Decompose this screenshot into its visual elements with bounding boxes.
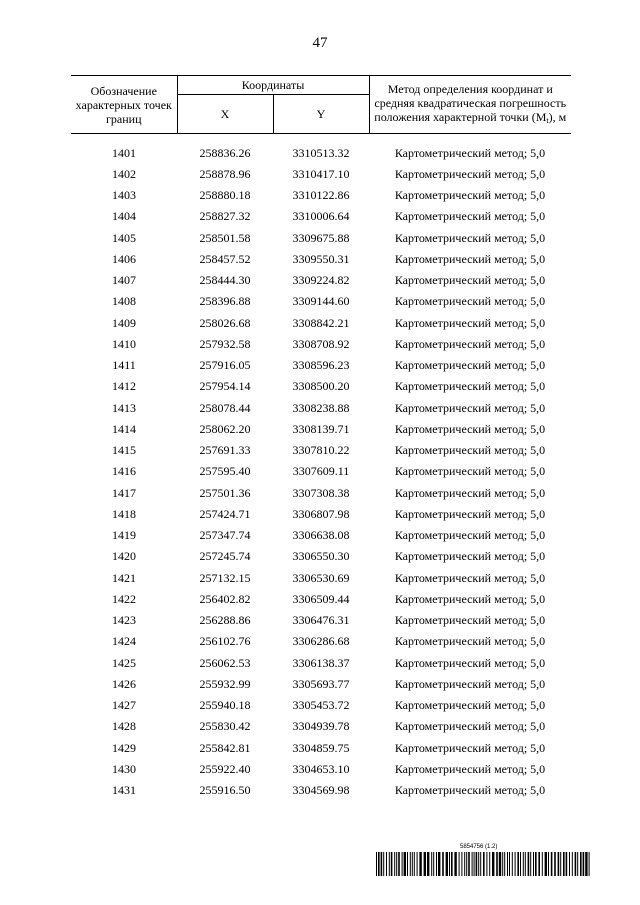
table-row xyxy=(71,780,571,801)
table-row xyxy=(71,418,571,439)
method-cell: Картометрический метод; 5,0 xyxy=(394,655,546,670)
y-coordinate-cell: 3306476.31 xyxy=(292,613,350,628)
method-cell: Картометрический метод; 5,0 xyxy=(394,230,546,245)
table-row xyxy=(71,525,571,546)
barcode-caption: 5854756 (1.2) xyxy=(460,844,498,850)
table-row xyxy=(71,503,571,524)
barcode-bar xyxy=(476,852,478,876)
barcode-bar xyxy=(478,852,479,876)
x-coordinate-cell: 256062.53 xyxy=(199,655,251,670)
barcode-bar xyxy=(389,852,390,876)
barcode-bar xyxy=(583,852,585,876)
point-number-cell: 1423 xyxy=(112,613,136,628)
y-coordinate-cell: 3304939.78 xyxy=(292,719,350,734)
point-number-cell: 1420 xyxy=(112,549,136,564)
y-coordinate-cell: 3307609.11 xyxy=(292,464,350,479)
method-cell: Картометрический метод; 5,0 xyxy=(394,251,546,266)
barcode-bar xyxy=(414,852,415,876)
barcode-bar xyxy=(580,852,582,876)
method-cell: Картометрический метод; 5,0 xyxy=(394,485,546,500)
point-number-cell: 1406 xyxy=(112,251,136,266)
x-coordinate-cell: 256288.86 xyxy=(199,613,251,628)
barcode-bar xyxy=(383,852,384,876)
barcode-bar xyxy=(398,852,400,876)
barcode-bar xyxy=(538,852,540,876)
barcode-bar xyxy=(417,852,418,876)
barcode-bar xyxy=(577,852,578,876)
barcode-bar xyxy=(489,852,490,876)
barcode-bar xyxy=(454,852,456,876)
x-coordinate-cell: 258396.88 xyxy=(199,294,251,309)
table-row xyxy=(71,482,571,503)
point-number-cell: 1424 xyxy=(112,634,136,649)
y-coordinate-cell: 3304653.10 xyxy=(292,761,350,776)
table-row xyxy=(71,333,571,354)
y-coordinate-cell: 3306286.68 xyxy=(292,634,350,649)
method-cell: Картометрический метод; 5,0 xyxy=(394,676,546,691)
y-coordinate-cell: 3304859.75 xyxy=(292,740,350,755)
method-cell: Картометрический метод; 5,0 xyxy=(394,379,546,394)
x-coordinate-cell: 256402.82 xyxy=(199,591,251,606)
method-cell: Картометрический метод; 5,0 xyxy=(394,528,546,543)
table-row xyxy=(71,355,571,376)
method-cell: Картометрический метод; 5,0 xyxy=(394,209,546,224)
barcode-bar xyxy=(515,852,516,876)
method-cell: Картометрический метод; 5,0 xyxy=(394,145,546,160)
page-number: 47 xyxy=(312,35,328,51)
point-number-cell: 1412 xyxy=(112,379,136,394)
table-row xyxy=(71,248,571,269)
point-number-cell: 1429 xyxy=(112,740,136,755)
barcode-bar xyxy=(528,852,530,876)
y-coordinate-cell: 3309224.82 xyxy=(292,273,350,288)
table-row xyxy=(71,695,571,716)
method-cell: Картометрический метод; 5,0 xyxy=(394,166,546,181)
method-cell: Картометрический метод; 5,0 xyxy=(394,400,546,415)
x-coordinate-cell: 257916.05 xyxy=(199,358,251,373)
x-coordinate-cell: 257691.33 xyxy=(199,443,251,458)
x-coordinate-cell: 258827.32 xyxy=(199,209,251,224)
barcode-bar xyxy=(404,852,406,876)
barcode-bar xyxy=(446,852,448,876)
barcode-bar xyxy=(563,852,565,876)
point-number-cell: 1404 xyxy=(112,209,136,224)
header-method-subscript: t xyxy=(546,115,549,125)
method-cell: Картометрический метод; 5,0 xyxy=(394,336,546,351)
y-coordinate-cell: 3309675.88 xyxy=(292,230,350,245)
method-cell: Картометрический метод; 5,0 xyxy=(394,315,546,330)
barcode-bar xyxy=(376,852,377,876)
barcode-bar xyxy=(589,852,590,876)
coordinates-table xyxy=(71,75,571,801)
barcode-bar xyxy=(480,852,481,876)
y-coordinate-cell: 3306638.08 xyxy=(292,528,350,543)
barcode-bar xyxy=(520,852,521,876)
barcode-bar xyxy=(551,852,553,876)
y-coordinate-cell: 3308708.92 xyxy=(292,336,350,351)
table-row xyxy=(71,270,571,291)
y-coordinate-cell: 3305453.72 xyxy=(292,698,350,713)
method-cell: Картометрический метод; 5,0 xyxy=(394,188,546,203)
barcode-bar xyxy=(554,852,556,876)
x-coordinate-cell: 257424.71 xyxy=(199,506,251,521)
method-cell: Картометрический метод; 5,0 xyxy=(394,358,546,373)
x-coordinate-cell: 258880.18 xyxy=(199,188,251,203)
barcode-bar xyxy=(427,852,429,876)
point-number-cell: 1415 xyxy=(112,443,136,458)
table-row xyxy=(71,142,571,163)
y-coordinate-cell: 3306550.30 xyxy=(292,549,350,564)
table-row xyxy=(71,631,571,652)
table-row xyxy=(71,716,571,737)
barcode-bar xyxy=(575,852,577,876)
method-cell: Картометрический метод; 5,0 xyxy=(394,464,546,479)
x-coordinate-cell: 255830.42 xyxy=(199,719,251,734)
point-number-cell: 1403 xyxy=(112,188,136,203)
barcode-bar xyxy=(486,852,487,876)
point-number-cell: 1405 xyxy=(112,230,136,245)
barcode-bar xyxy=(464,852,465,876)
x-coordinate-cell: 258457.52 xyxy=(199,251,251,266)
barcode-bar xyxy=(386,852,387,876)
table-spacer xyxy=(71,134,571,143)
header-point-designation: Обозначение характерных точек границ xyxy=(71,76,177,134)
point-number-cell: 1413 xyxy=(112,400,136,415)
x-coordinate-cell: 255940.18 xyxy=(199,698,251,713)
y-coordinate-cell: 3308500.20 xyxy=(292,379,350,394)
barcode-bar xyxy=(525,852,526,876)
barcode-bar xyxy=(496,852,498,876)
x-coordinate-cell: 257932.58 xyxy=(199,336,251,351)
barcode-icon xyxy=(376,852,590,876)
point-number-cell: 1419 xyxy=(112,528,136,543)
point-number-cell: 1418 xyxy=(112,506,136,521)
table-row xyxy=(71,291,571,312)
barcode-bar xyxy=(474,852,475,876)
barcode-bar xyxy=(424,852,426,876)
barcode-bar xyxy=(533,852,534,876)
table-row xyxy=(71,546,571,567)
method-cell: Картометрический метод; 5,0 xyxy=(394,761,546,776)
barcode-bar xyxy=(512,852,513,876)
method-cell: Картометрический метод; 5,0 xyxy=(394,719,546,734)
y-coordinate-cell: 3310513.32 xyxy=(292,145,350,160)
table-row xyxy=(71,610,571,631)
method-cell: Картометрический метод; 5,0 xyxy=(394,549,546,564)
y-coordinate-cell: 3307308.38 xyxy=(292,485,350,500)
barcode-bar xyxy=(492,852,494,876)
header-method-tail: ), м xyxy=(548,109,567,124)
point-number-cell: 1401 xyxy=(112,145,136,160)
barcode-bar xyxy=(407,852,408,876)
barcode-bar xyxy=(523,852,524,876)
method-cell: Картометрический метод; 5,0 xyxy=(394,421,546,436)
barcode-bar xyxy=(507,852,508,876)
x-coordinate-cell: 258444.30 xyxy=(199,273,251,288)
x-coordinate-cell: 257954.14 xyxy=(199,379,251,394)
y-coordinate-cell: 3308596.23 xyxy=(292,358,350,373)
barcode-bar xyxy=(530,852,531,876)
x-coordinate-cell: 255922.40 xyxy=(199,761,251,776)
barcode-bar xyxy=(438,852,440,876)
x-coordinate-cell: 257132.15 xyxy=(199,570,251,585)
y-coordinate-cell: 3308842.21 xyxy=(292,315,350,330)
barcode-bar xyxy=(542,852,543,876)
y-coordinate-cell: 3307810.22 xyxy=(292,443,350,458)
barcode-bar xyxy=(502,852,503,876)
x-coordinate-cell: 258878.96 xyxy=(199,166,251,181)
y-coordinate-cell: 3305693.77 xyxy=(292,676,350,691)
method-cell: Картометрический метод; 5,0 xyxy=(394,783,546,798)
method-cell: Картометрический метод; 5,0 xyxy=(394,634,546,649)
barcode-bar xyxy=(585,852,587,876)
point-number-cell: 1408 xyxy=(112,294,136,309)
barcode-bar xyxy=(545,852,547,876)
barcode-bar xyxy=(410,852,411,876)
header-method-text: Метод определения координат и средняя квадратическая погрешность положения характерной точки (M xyxy=(374,81,567,124)
barcode-bar xyxy=(461,852,462,876)
barcode-bar xyxy=(378,852,380,876)
barcode-bar xyxy=(451,852,453,876)
table-row xyxy=(71,567,571,588)
x-coordinate-cell: 255932.99 xyxy=(199,676,251,691)
x-coordinate-cell: 255842.81 xyxy=(199,740,251,755)
header-coordinates: Координаты xyxy=(177,76,369,95)
table-row xyxy=(71,163,571,184)
x-coordinate-cell: 257595.40 xyxy=(199,464,251,479)
header-x: X xyxy=(177,95,273,134)
barcode-bar xyxy=(419,852,421,876)
point-number-cell: 1416 xyxy=(112,464,136,479)
table-row xyxy=(71,758,571,779)
table-body xyxy=(71,134,571,801)
barcode-bar xyxy=(566,852,568,876)
x-coordinate-cell: 256102.76 xyxy=(199,634,251,649)
x-coordinate-cell: 255916.50 xyxy=(199,783,251,798)
method-cell: Картометрический метод; 5,0 xyxy=(394,591,546,606)
point-number-cell: 1426 xyxy=(112,676,136,691)
table-row xyxy=(71,737,571,758)
y-coordinate-cell: 3306138.37 xyxy=(292,655,350,670)
barcode-bar xyxy=(391,852,393,876)
barcode-bar xyxy=(412,852,413,876)
method-cell: Картометрический метод; 5,0 xyxy=(394,443,546,458)
spacer-cell xyxy=(71,134,571,143)
point-number-cell: 1414 xyxy=(112,421,136,436)
point-number-cell: 1410 xyxy=(112,336,136,351)
barcode-bar xyxy=(431,852,432,876)
barcode-bar xyxy=(472,852,473,876)
point-number-cell: 1411 xyxy=(112,358,136,373)
table-row xyxy=(71,673,571,694)
barcode-bar xyxy=(381,852,383,876)
y-coordinate-cell: 3306807.98 xyxy=(292,506,350,521)
barcode-bar xyxy=(394,852,395,876)
point-number-cell: 1428 xyxy=(112,719,136,734)
y-coordinate-cell: 3310417.10 xyxy=(292,166,350,181)
point-number-cell: 1422 xyxy=(112,591,136,606)
y-coordinate-cell: 3309550.31 xyxy=(292,251,350,266)
barcode-bar xyxy=(483,852,485,876)
barcode-bar xyxy=(396,852,397,876)
y-coordinate-cell: 3306509.44 xyxy=(292,591,350,606)
barcode-bar xyxy=(560,852,561,876)
point-number-cell: 1402 xyxy=(112,166,136,181)
header-y: Y xyxy=(273,95,369,134)
method-cell: Картометрический метод; 5,0 xyxy=(394,506,546,521)
header-method xyxy=(369,76,571,134)
table-row xyxy=(71,376,571,397)
x-coordinate-cell: 258836.26 xyxy=(199,145,251,160)
point-number-cell: 1409 xyxy=(112,315,136,330)
y-coordinate-cell: 3310006.64 xyxy=(292,209,350,224)
table-header xyxy=(71,76,571,134)
barcode-bar xyxy=(442,852,444,876)
point-number-cell: 1431 xyxy=(112,783,136,798)
barcode-bar xyxy=(548,852,549,876)
table-row xyxy=(71,185,571,206)
x-coordinate-cell: 257245.74 xyxy=(199,549,251,564)
x-coordinate-cell: 258501.58 xyxy=(199,230,251,245)
barcode-bar xyxy=(466,852,467,876)
barcode-bar xyxy=(572,852,573,876)
barcode-bar xyxy=(509,852,510,876)
table-row xyxy=(71,312,571,333)
table-row xyxy=(71,588,571,609)
point-number-cell: 1417 xyxy=(112,485,136,500)
table-row xyxy=(71,461,571,482)
table-row xyxy=(71,206,571,227)
method-cell: Картометрический метод; 5,0 xyxy=(394,698,546,713)
point-number-cell: 1430 xyxy=(112,761,136,776)
y-coordinate-cell: 3308139.71 xyxy=(292,421,350,436)
x-coordinate-cell: 257347.74 xyxy=(199,528,251,543)
point-number-cell: 1421 xyxy=(112,570,136,585)
barcode-bar xyxy=(402,852,403,876)
table-row xyxy=(71,397,571,418)
barcode-bar xyxy=(436,852,437,876)
barcode-bar xyxy=(504,852,505,876)
point-number-cell: 1407 xyxy=(112,273,136,288)
x-coordinate-cell: 258062.20 xyxy=(199,421,251,436)
barcode-bar xyxy=(517,852,519,876)
y-coordinate-cell: 3306530.69 xyxy=(292,570,350,585)
barcode-bar xyxy=(558,852,560,876)
barcode-bar xyxy=(433,852,434,876)
table-row xyxy=(71,652,571,673)
barcode-bar xyxy=(459,852,460,876)
y-coordinate-cell: 3310122.86 xyxy=(292,188,350,203)
barcode-bar xyxy=(499,852,501,876)
y-coordinate-cell: 3304569.98 xyxy=(292,783,350,798)
y-coordinate-cell: 3308238.88 xyxy=(292,400,350,415)
point-number-cell: 1425 xyxy=(112,655,136,670)
barcode-bar xyxy=(569,852,570,876)
barcode-bar xyxy=(468,852,470,876)
x-coordinate-cell: 258026.68 xyxy=(199,315,251,330)
table-row xyxy=(71,227,571,248)
barcode-bar xyxy=(449,852,450,876)
table-row xyxy=(71,440,571,461)
point-number-cell: 1427 xyxy=(112,698,136,713)
method-cell: Картометрический метод; 5,0 xyxy=(394,740,546,755)
method-cell: Картометрический метод; 5,0 xyxy=(394,570,546,585)
method-cell: Картометрический метод; 5,0 xyxy=(394,294,546,309)
x-coordinate-cell: 257501.36 xyxy=(199,485,251,500)
method-cell: Картометрический метод; 5,0 xyxy=(394,273,546,288)
x-coordinate-cell: 258078.44 xyxy=(199,400,251,415)
method-cell: Картометрический метод; 5,0 xyxy=(394,613,546,628)
y-coordinate-cell: 3309144.60 xyxy=(292,294,350,309)
barcode-bar xyxy=(535,852,537,876)
